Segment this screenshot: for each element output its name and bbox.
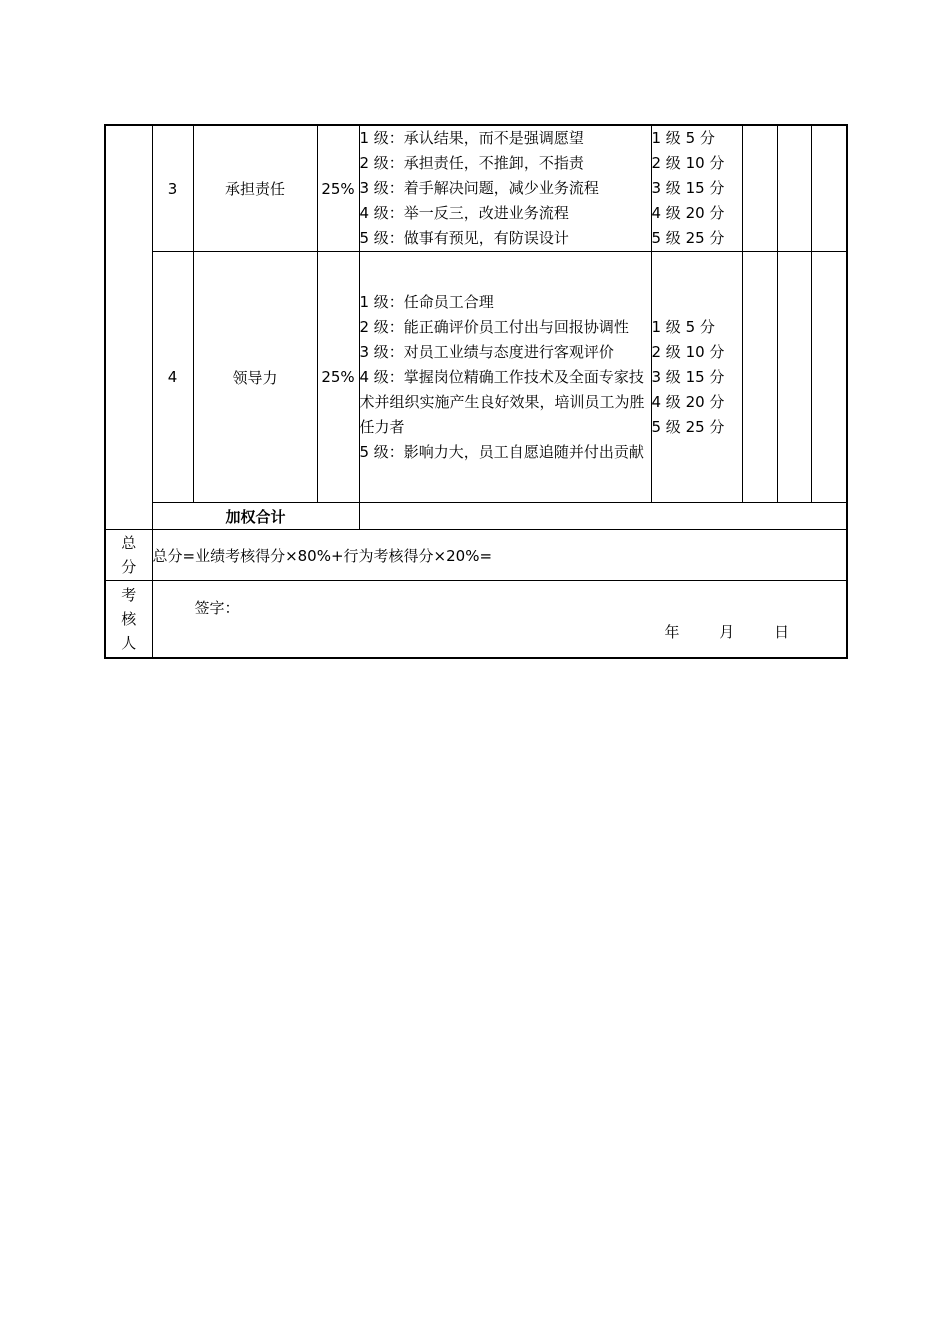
level-scores <box>651 125 742 252</box>
level-scores <box>651 252 742 503</box>
score-input-cell[interactable] <box>777 252 811 503</box>
level-line: 3 级：对员工业绩与态度进行客观评价 <box>359 342 614 361</box>
weighted-total-label: 加权合计 <box>152 503 359 530</box>
category-cell <box>105 125 152 530</box>
day-label: 日 <box>774 623 790 641</box>
score-line: 5 级 25 分 <box>651 229 725 247</box>
weighted-total-row <box>105 503 847 530</box>
item-weight: 25% <box>317 252 359 503</box>
level-line: 1 级：任命员工合理 <box>359 292 494 311</box>
total-label-char: 总 <box>121 534 137 552</box>
level-line: 4 级：掌握岗位精确工作技术及全面专家技术并组织实施产生良好效果，培训员工为胜任力者 <box>359 367 645 436</box>
level-line: 1 级：承认结果，而不是强调愿望 <box>359 129 584 147</box>
item-number: 3 <box>152 125 193 252</box>
score-line: 4 级 20 分 <box>651 204 725 222</box>
level-line: 5 级：做事有预见，有防误设计 <box>359 229 569 247</box>
appraisal-table <box>104 124 848 659</box>
item-name: 领导力 <box>193 252 317 503</box>
score-input-cell[interactable] <box>742 125 777 252</box>
table-row <box>105 125 847 252</box>
level-descriptions <box>359 252 651 503</box>
score-input-cell[interactable] <box>811 125 847 252</box>
level-descriptions <box>359 125 651 252</box>
reviewer-row <box>105 581 847 659</box>
item-weight: 25% <box>317 125 359 252</box>
reviewer-label-char: 考 <box>121 586 137 604</box>
reviewer-label-char: 核 <box>121 610 137 628</box>
score-line: 4 级 20 分 <box>651 392 725 411</box>
score-line: 1 级 5 分 <box>651 129 715 147</box>
score-line: 2 级 10 分 <box>651 342 725 361</box>
score-input-cell[interactable] <box>811 252 847 503</box>
total-label-char: 分 <box>121 558 137 576</box>
score-line: 1 级 5 分 <box>651 317 715 336</box>
table-row <box>105 252 847 503</box>
reviewer-label <box>105 581 152 659</box>
reviewer-label-char: 人 <box>121 634 137 652</box>
level-line: 2 级：能正确评价员工付出与回报协调性 <box>359 317 629 336</box>
level-line: 4 级：举一反三，改进业务流程 <box>359 204 569 222</box>
item-name: 承担责任 <box>193 125 317 252</box>
score-line: 3 级 15 分 <box>651 179 725 197</box>
level-line: 3 级：着手解决问题，减少业务流程 <box>359 179 599 197</box>
score-input-cell[interactable] <box>777 125 811 252</box>
score-line: 5 级 25 分 <box>651 417 725 436</box>
weighted-total-value[interactable] <box>359 503 847 530</box>
sign-label: 签字： <box>194 599 240 617</box>
score-line: 2 级 10 分 <box>651 154 725 172</box>
date-line <box>665 621 790 642</box>
total-formula: 总分=业绩考核得分×80%+行为考核得分×20%= <box>152 530 847 581</box>
level-line: 2 级：承担责任，不推卸，不指责 <box>359 154 584 172</box>
total-label <box>105 530 152 581</box>
level-line: 5 级：影响力大，员工自愿追随并付出贡献 <box>359 442 644 461</box>
reviewer-sign-cell[interactable] <box>152 581 847 659</box>
score-line: 3 级 15 分 <box>651 367 725 386</box>
total-row <box>105 530 847 581</box>
month-label: 月 <box>719 623 735 641</box>
item-number: 4 <box>152 252 193 503</box>
score-input-cell[interactable] <box>742 252 777 503</box>
year-label: 年 <box>664 623 680 641</box>
